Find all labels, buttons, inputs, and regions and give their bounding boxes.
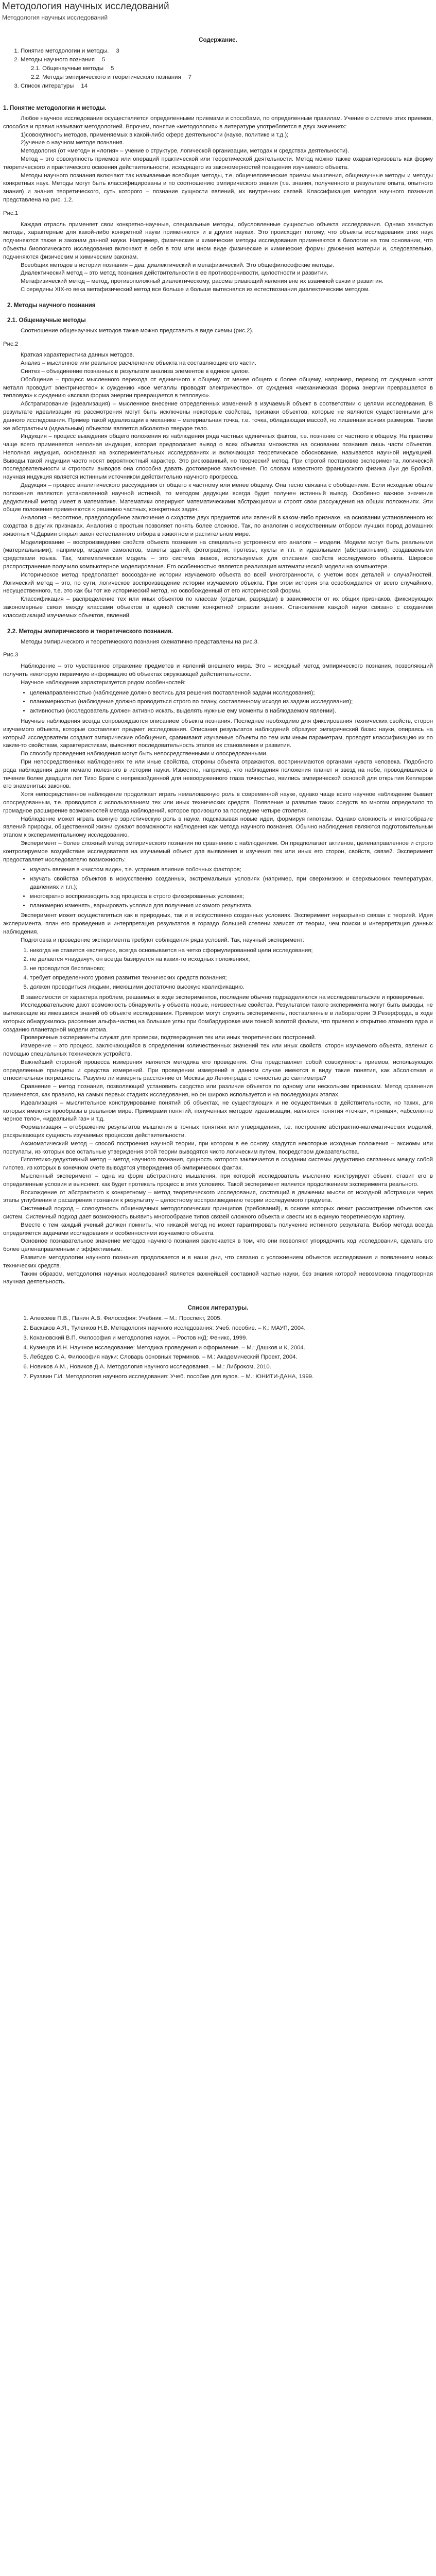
paragraph: Соотношение общенаучных методов также можно представить в виде схемы (рис.2). bbox=[21, 327, 254, 334]
paragraph: Краткая характеристика данных методов. bbox=[21, 352, 134, 359]
literature-item: 2. Баскаков А.Я., Туленков Н.В. Методология научного исследования: Учеб. пособие. – К.: МАУП, 2004. bbox=[30, 1325, 433, 1333]
paragraph: Наблюдение может играть важную эвристическую роль в науке, подсказывая новые идеи, формируя гипотезы. Однако сложность и многообразие явлений природы, общественной жизни сужают возможности наблюдения как метода научного познания. Обычно наблюдения являются подготовительным этапом к экспериментальному исследованию. bbox=[3, 816, 433, 839]
paragraph: Таким образом, методология научных исследований является важнейшей составной частью науки, без знания которой невозможна плодотворная научная деятельность. bbox=[3, 1270, 433, 1285]
document-subtitle: Методология научных исследований bbox=[2, 14, 108, 21]
literature-item: 5. Лебедев С.А. Философия науки: Словарь основных терминов. – М.: Академический Проект, 2004. bbox=[30, 1353, 433, 1362]
paragraph: Измерение – это процесс, заключающийся в определении количественных значений тех или иных свойств, сторон изучаемого объекта, явления с помощью специальных технических устройств. bbox=[3, 1043, 433, 1058]
paragraph: Системный подход – совокупность общенаучных методологических принципов (требований), в основе которых лежит рассмотрение объектов как систем. Системный подход дает возможность выявить многообразие типов связей сложного объекта и свести их в единую теоретическую картину. bbox=[3, 1206, 433, 1221]
list-item: • изучать явления в «чистом виде», т.е. устранив влияние побочных факторов; bbox=[30, 866, 433, 874]
literature-item: 1. Алексеев П.В., Панин А.В. Философия: Учебник. – М.: Проспект, 2005. bbox=[30, 1315, 433, 1323]
paragraph: Мысленный эксперимент – одна из форм абстрактного мышления, при которой исследователь мысленно конструирует объект, ставит его в определенные условия и выясняет, как будет протекать процесс в этих условиях. Такой эксперимент является продолжением эксперимента реального. bbox=[3, 1173, 433, 1188]
literature-item: 3. Кохановский В.П. Философия и методология науки. – Ростов н/Д: Феникс, 1999. bbox=[30, 1334, 433, 1343]
paragraph: Метафизический метод – метод, противоположный диалектическому, рассматривающий явления вне их взаимной связи и развития. bbox=[21, 278, 383, 285]
section-2-heading: 2. Методы научного познания bbox=[7, 301, 96, 309]
paragraph: Научное наблюдение характеризуется рядом особенностей: bbox=[21, 679, 186, 686]
paragraph: Диалектический метод – это метод познания действительности в ее противоречивости, целостности и развитии. bbox=[21, 270, 328, 277]
paragraph: Методы научного познания включают так называемые всеобщие методы, т.е. общечеловеческие приемы мышления, общенаучные методы и методы конкретных наук. Методы могут быть классифицированы и по соотношению эмпирического знания (т.е. знания, полученного в результате опыта, опытного знания) и знания теоретического, суть которого – познание сущности явлений, их внутренних связей. Классификация методов научного познания представлена на рис. 1.2. bbox=[3, 172, 433, 203]
list-item: • планомерностью (наблюдение должно проводиться строго по плану, составленному исходя из задачи исследования); bbox=[30, 698, 433, 706]
paragraph: Основное познавательное значение методов научного познания заключается в том, что они позволяют упорядочить ход исследования, сделать его более целенаправленным и эффективным. bbox=[3, 1238, 433, 1253]
paragraph: При непосредственных наблюдениях те или иные свойства, стороны объекта отражаются, воспринимаются органами чувств человека. Подобного рода наблюдения дали немало полезного в истории науки. Известно, например, что наблюдения положения планет и звезд на небе, проводившиеся в течение более двадцати лет Тихо Браге с непревзойденной для невооруженного глаза точностью, явились эмпирической основой для открытия Кеплером его знаменитых законов. bbox=[3, 758, 433, 790]
literature-item: 4. Кузнецов И.Н. Научное исследование: Методика проведения и оформление. – М.: Дашков и К, 2004. bbox=[30, 1344, 433, 1352]
paragraph: Аксиоматический метод – способ построения научной теории, при котором в ее основу кладутся некоторые исходные положения – аксиомы или постулаты, из которых все остальные утверждения этой теории выводятся чисто логическим путем, посредством доказательства. bbox=[3, 1140, 433, 1155]
paragraph: Всеобщих методов в истории познания – два: диалектический и метафизический. Это общефилософские методы. bbox=[21, 262, 335, 268]
paragraph: Индукция – процесс выведения общего положения из наблюдения ряда частных единичных фактов, т.е. познание от частного к общему. На практике чаще всего применяется неполная индукция, которая предполагает вывод о всех объектах множества на основании познания лишь части объектов. Неполная индукция, основанная на экспериментальных исследованиях и включающая теоретическое обоснование, называется научной индукцией. Выводы такой индукции часто носят вероятностный характер. Это рискованный, но творческий метод. При строгой постановке эксперимента, логической последовательности и строгости выводов она способна давать достоверное заключение. По словам известного французского физика Луи де Бройля, научная индукция является истинным источником действительно научного прогресса. bbox=[3, 433, 433, 481]
paragraph: Подготовка и проведение эксперимента требуют соблюдения ряда условий. Так, научный эксперимент: bbox=[21, 937, 304, 943]
experiment-list bbox=[3, 866, 433, 910]
paragraph: Любое научное исследование осуществляется определенными приемами и способами, по определенным правилам. Учение о системе этих приемов, способов и правил называют методологией. Впрочем, понятие «методология» в литературе употребляется в двух значениях: bbox=[3, 115, 433, 130]
toc-item[interactable]: 2.1. Общенаучные методы 5 bbox=[31, 65, 114, 72]
paragraph: Эксперимент – более сложный метод эмпирического познания по сравнению с наблюдением. Он предполагает активное, целенаправленное и строго контролируемое воздействие исследователя на изучаемый объект для выявления и изучения тех или иных его сторон, свойств, связей. Эксперимент предоставляет исследователю возможность: bbox=[3, 840, 433, 863]
paragraph: Абстрагирование (идеализация) – мысленное внесение определенных изменений в изучаемый объект в соответствии с целями исследования. В результате идеализации из рассмотрения могут быть исключены некоторые свойства, признаки объектов, которые не являются существенными для данного исследования. Пример такой идеализации в механике – материальная точка, т.е. точка, обладающая массой, но лишенная всяких размеров. Таким же абстрактным (идеальным) объектом является абсолютно твердое тело. bbox=[3, 401, 433, 432]
paragraph: Анализ – мысленное или реальное расчленение объекта на составляющие его части. bbox=[21, 360, 256, 367]
paragraph: Классификация – распределение тех или иных объектов по классам (отделам, разрядам) в зависимости от их общих признаков, фиксирующих закономерные связи между классами объектов в единой системе конкретной отрасли знания. Становление каждой науки связано с созданием классификаций изучаемых объектов, явлений. bbox=[3, 596, 433, 619]
figure-3-label: Рис.3 bbox=[3, 652, 19, 658]
paragraph: Методология (от «метод» и «логия» – учение о структуре, логической организации, методах и средствах деятельности). bbox=[21, 148, 350, 155]
paragraph: Дедукция – процесс аналитического рассуждения от общего к частному или менее общему. Она тесно связана с обобщением. Если исходные общие положения являются установленной научной истиной, то методом дедукции всегда будет получен истинный вывод. Особенно важное значение дедуктивный метод имеет в математике. Математики оперируют математическими абстракциями и строят свои рассуждения на общих положениях. Эти общие положения применяются к решению частных, конкретных задач. bbox=[3, 482, 433, 513]
paragraph: Вместе с тем каждый ученый должен помнить, что никакой метод не может гарантировать получение истинного результата. Выбор метода всегда определяется задачами исследования и особенностями изучаемого объекта. bbox=[3, 1222, 433, 1236]
paragraph: Историческое метод предполагает воссоздание истории изучаемого объекта во всей многогранности, с учетом всех деталей и случайностей. Логический метод – это, по сути, логическое воспроизведение истории изучаемого объекта. При этом история эта освобождается от всего случайного, несущественного, т.е. это как бы тот же исторический метод, но освобожденный от его исторической формы. bbox=[3, 571, 433, 595]
paragraph: Моделирование – воспроизведение свойств объекта познания на специально устроенном его аналоге – модели. Модели могут быть реальными (материальными), например, модели самолетов, макеты зданий, фотографии, протезы, куклы и т.п. и идеальными (абстрактными), создаваемыми средствами языка. Так, математическая модель – это система знаков, используемых для описания свойств исследуемого объекта. Широкое распространение получило компьютерное моделирование. Его особенностью является реализация математической модели на компьютере. bbox=[3, 539, 433, 570]
paragraph: Исследовательские дают возможность обнаружить у объекта новые, неизвестные свойства. Результатом такого эксперимента могут быть выводы, не вытекающие из имевшихся знаний об объекте исследования. Примером могут служить эксперименты, поставленные в лаборатории Э.Резерфорда, в ходе которых обнаружилось рассеяние альфа-частиц на большие углы при бомбардировке ими тонкой золотой фольги, что привело к открытию атомного ядра и созданию планетарной модели атома. bbox=[3, 1002, 433, 1033]
document-body bbox=[3, 29, 433, 1403]
list-item: • многократно воспроизводить ход процесса в строго фиксированных условиях; bbox=[30, 893, 433, 901]
paragraph: Наблюдение – это чувственное отражение предметов и явлений внешнего мира. Это – исходный метод эмпирического познания, позволяющий получить некоторую первичную информацию об объектах окружающей действительности. bbox=[3, 663, 433, 678]
paragraph: Метод – это совокупность приемов или операций практической или теоретической деятельности. Метод можно также охарактеризовать как форму теоретического и практического освоения действительности, исходящего из закономерностей поведения изучаемого объекта. bbox=[3, 156, 433, 171]
list-item: 2. не делается «наудачу», он всегда базируется на каких-то исходных положениях; bbox=[30, 956, 433, 964]
paragraph: Сравнение – метод познания, позволяющий установить сходство или различие объектов по одному или нескольким признакам. Метод сравнения применяется, как правило, на самых первых стадиях исследования, но он широко используется и на последующих этапах. bbox=[3, 1083, 433, 1098]
paragraph: Аналогия – вероятное, правдоподобное заключение о сходстве двух предметов или явлений в каком-либо признаке, на основании установленного их сходства в других признаках. Аналогия с простым позволяет понять более сложное. Так, по аналогии с искусственным отбором лучших пород домашних животных Ч.Дарвин открыл закон естественного отбора в животном и растительном мире. bbox=[3, 515, 433, 537]
figure-1-label: Рис.1 bbox=[3, 210, 19, 216]
list-item: • планомерно изменять, варьировать условия для получения искомого результата. bbox=[30, 902, 433, 910]
paragraph: Идеализация – мыслительное конструирование понятий об объектах, не существующих и не осуществимых в действительности, но таких, для которых имеются прообразы в реальном мире. Примерами понятий, полученных методом идеализации, являются понятия «точка», «прямая», «абсолютно черное тело», «идеальный газ» и т.д. bbox=[3, 1099, 433, 1123]
toc-item[interactable]: 2. Методы научного познания 5 2.1. Общенаучные методы 5 2.2. Методы эмпирического и теоретического познания 7 bbox=[21, 56, 433, 82]
paragraph: Методы эмпирического и теоретического познания схематично представлены на рис.3. bbox=[21, 638, 259, 645]
paragraph: 2)учение о научном методе познания. bbox=[21, 140, 124, 146]
list-item: 4. требует определенного уровня развития технических средств познания; bbox=[30, 974, 433, 982]
figure-2-label: Рис.2 bbox=[3, 341, 19, 347]
list-item: • целенаправленностью (наблюдение должно вестись для решения поставленной задачи исследования); bbox=[30, 689, 433, 698]
toc-item[interactable]: 1. Понятие методологии и методы. 3 bbox=[21, 47, 433, 56]
paragraph: Эксперимент может осуществляться как в природных, так и в искусственно созданных условиях. Эксперимент неразрывно связан с теорией. Идея эксперимента, план его проведения и интерпретация результатов в гораздо большей степени зависят от теории, чем поиски и интерпретация данных наблюдения. bbox=[3, 912, 433, 935]
toc-heading: Содержание. bbox=[199, 37, 237, 43]
list-item: • активностью (исследователь должен активно искать, выделять нужные ему моменты в наблюдаемом явлении). bbox=[30, 707, 433, 716]
section-2-1-heading: 2.1. Общенаучные методы bbox=[7, 316, 86, 324]
section-1-heading: 1. Понятие методологии и методы. bbox=[3, 105, 107, 111]
toc-item[interactable]: 3. Список литературы 14 bbox=[21, 82, 433, 91]
paragraph: Хотя непосредственное наблюдение продолжает играть немаловажную роль в современной науке, однако чаще всего научное наблюдение бывает опосредованным, т.е. проводится с использованием тех или иных технических средств. Появление и развитие таких средств во многом определило то громадное расширение возможностей метода наблюдений, которое произошло за последние четыре столетия. bbox=[3, 791, 433, 814]
paragraph: В зависимости от характера проблем, решаемых в ходе экспериментов, последние обычно подразделяются на исследовательские и проверочные. bbox=[21, 994, 425, 1001]
table-of-contents bbox=[3, 47, 433, 91]
paragraph: С середины XIX-го века метафизический метод все больше и больше вытеснялся из естествознания диалектическим методом. bbox=[21, 286, 370, 293]
paragraph: 1)совокупность методов, применяемых в какой-либо сфере деятельности (науке, политике и т.д.); bbox=[21, 131, 289, 138]
list-item: 3. не проводится беспланово; bbox=[30, 965, 433, 973]
literature-list bbox=[3, 1315, 433, 1381]
conditions-list bbox=[3, 947, 433, 992]
paragraph: Восхождение от абстрактного к конкретному – метод теоретического исследования, состоящий в движении мысли от исходной абстракции через этапы углубления и расширения познания к результату – целостному воспроизведению теории исследуемого предмета. bbox=[3, 1189, 433, 1204]
literature-heading: Список литературы. bbox=[187, 1304, 249, 1312]
paragraph: Обобщение – процесс мысленного перехода от единичного к общему, от менее общего к более общему, например, переход от суждения «этот металл проводит электричество» к суждению «все металлы проводят электричество», от суждения «механическая форма энергии превращается в тепловую» к суждению «всякая форма энергии превращается в тепловую». bbox=[3, 376, 433, 399]
paragraph: По способу проведения наблюдения могут быть непосредственными и опосредованными. bbox=[21, 751, 268, 757]
paragraph: Проверочные эксперименты служат для проверки, подтверждения тех или иных теоретических построений. bbox=[21, 1035, 317, 1041]
list-item: • изучать свойства объектов в искусственно созданных, экстремальных условиях (например, при сверхнизких и сверхвысоких температурах, давлениях и т.п.); bbox=[30, 875, 433, 892]
paragraph: Гипотетико-дедуктивный метод – метод научного познания, сущность которого заключается в создании системы дедуктивно связанных между собой гипотез, из которых в конечном счете выводятся утверждения об эмпирических фактах. bbox=[3, 1157, 433, 1172]
literature-item: 7. Рузавин Г.И. Методология научного исследования: Учеб. пособие для вузов. – М.: ЮНИТИ-ДАНА, 1999. bbox=[30, 1373, 433, 1381]
paragraph: Развитие методологии научного познания продолжается и в наши дни, что связано с усложнением объектов исследования и появлением новых технических средств. bbox=[3, 1255, 433, 1269]
list-item: 1. никогда не ставится «вслепую», всегда основывается на четко сформулированной цели исследования; bbox=[30, 947, 433, 955]
paragraph: Важнейший стороной процесса измерения является методика его проведения. Она представляет собой совокупность приемов, использующих определенные принципы и средства измерений. При проведении измерений в данном случае имеются в виду такие понятия, как абсолютная и относительная погрешность. Разумно ли измерять расстояние от Москвы до Ленинграда с точностью до сантиметра? bbox=[3, 1059, 433, 1082]
paragraph: Синтез – объединение познанных в результате анализа элементов в единое целое. bbox=[21, 368, 250, 375]
requirements-list bbox=[3, 689, 433, 716]
literature-item: 6. Новиков А.М., Новиков Д.А. Методология научного исследования. – М.: Либроком, 2010. bbox=[30, 1363, 433, 1371]
paragraph: Формализация – отображение результатов мышления в точных понятиях или утверждениях, т.е. построение абстрактно-математических моделей, раскрывающих сущность изучаемых процессов действительности. bbox=[3, 1124, 433, 1139]
section-2-2-heading: 2.2. Методы эмпирического и теоретического познания. bbox=[7, 628, 173, 635]
toc-item[interactable]: 2.2. Методы эмпирического и теоретического познания 7 bbox=[31, 74, 191, 80]
paragraph: Научные наблюдения всегда сопровождаются описанием объекта познания. Последнее необходимо для фиксирования технических свойств, сторон изучаемого объекта, которые составляют предмет исследования. Описания результатов наблюдений образуют эмпирический базис науки, опираясь на который исследователи создают эмпирические обобщения, сравнивают изучаемые объекты по тем или иным параметрам, проводят классификацию их по каким-то свойствам, характеристикам, выясняют последовательность этапов их становления и развития. bbox=[3, 718, 433, 749]
document-title: Методология научных исследований bbox=[2, 1, 169, 12]
paragraph: Каждая отрасль применяет свои конкретно-научные, специальные методы, обусловленные сущностью объекта исследования. Однако зачастую методы, характерные для какой-либо конкретной науки применяются и в других науках. Это происходит потому, что объекты исследования этих наук подчиняются также и законам данной науки. Например, физические и химические методы исследования применяются в биологии на том основании, что объекты биологического исследования включают в себя в том или ином виде физические и химические формы движения материи и, следовательно, подчиняются физическим и химическим законам. bbox=[3, 221, 433, 260]
list-item: 5. должен проводиться людьми, имеющими достаточно высокую квалификацию. bbox=[30, 984, 433, 992]
